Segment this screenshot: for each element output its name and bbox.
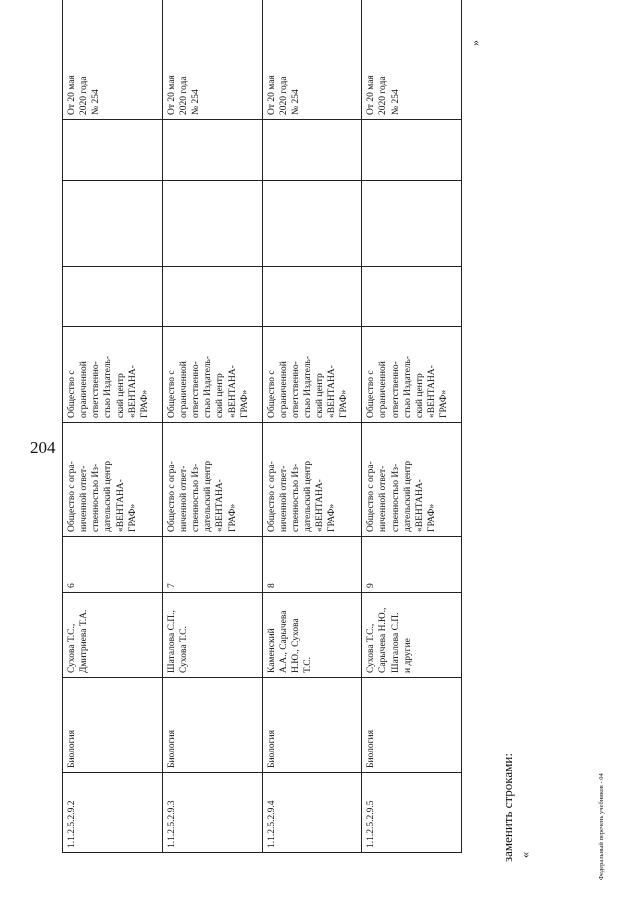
cell-code-text: 1.1.2.5.2.9.3 (166, 800, 177, 848)
cell-org (262, 327, 362, 423)
cell-subject (162, 678, 262, 773)
cell-subject-text: Биология (67, 729, 77, 768)
cell-code (63, 773, 163, 853)
cell-grade (262, 537, 362, 593)
cell-grade (362, 537, 462, 593)
cell-e3 (162, 120, 262, 181)
cell-grade-text: 7 (166, 583, 177, 588)
table-row (162, 0, 262, 853)
cell-authors (262, 593, 362, 678)
replace-with-rows-note: заменить строками: (500, 753, 515, 862)
cell-grade-text: 9 (366, 583, 377, 588)
cell-date (262, 0, 362, 120)
cell-publisher-text: Общество с огра- ниченной ответ- ственностью Из- дательский центр «ВЕНТАНА- ГРАФ» (67, 460, 138, 532)
cell-org (362, 327, 462, 423)
cell-date (63, 0, 163, 120)
cell-code (262, 773, 362, 853)
cell-e1 (63, 267, 163, 327)
textbook-table (62, 31, 462, 853)
cell-publisher (63, 423, 163, 537)
cell-publisher-text: Общество с огра- ниченной ответ- ственностью Из- дательский центр «ВЕНТАНА- ГРАФ» (366, 460, 438, 532)
cell-date-text: От 20 мая 2020 года № 254 (266, 75, 301, 115)
cell-subject (362, 678, 462, 773)
cell-e1 (262, 267, 362, 327)
cell-publisher-text: Общество с огра- ниченной ответ- ственностью Из- дательский центр «ВЕНТАНА- ГРАФ» (166, 460, 238, 532)
cell-grade-text: 6 (67, 583, 77, 588)
cell-date-text: От 20 мая 2020 года № 254 (67, 75, 102, 115)
cell-subject-text: Биология (366, 729, 377, 768)
cell-org-text: Общество с ограниченной ответственно- стью Издатель- ский центр «ВЕНТАНА- ГРАФ» (366, 355, 450, 418)
table-row (63, 0, 163, 853)
cell-e2 (262, 181, 362, 267)
cell-date (362, 0, 462, 120)
cell-publisher-text: Общество с огра- ниченной ответ- ственностью Из- дательский центр «ВЕНТАНА- ГРАФ» (266, 460, 338, 532)
closing-quote: » (468, 40, 482, 46)
cell-e2 (63, 181, 163, 267)
cell-code-text: 1.1.2.5.2.9.2 (67, 800, 77, 848)
cell-e3 (63, 120, 163, 181)
cell-code-text: 1.1.2.5.2.9.5 (366, 800, 377, 848)
page-number: 204 (30, 438, 56, 457)
cell-org (162, 327, 262, 423)
cell-e3 (362, 120, 462, 181)
cell-code-text: 1.1.2.5.2.9.4 (266, 800, 277, 848)
cell-e2 (162, 181, 262, 267)
cell-org-text: Общество с ограниченной ответственно- стью Издатель- ский центр «ВЕНТАНА- ГРАФ» (166, 355, 250, 418)
cell-e3 (262, 120, 362, 181)
cell-code (362, 773, 462, 853)
cell-grade-text: 8 (266, 583, 277, 588)
cell-org-text: Общество с ограниченной ответственно- стью Издатель- ский центр «ВЕНТАНА- ГРАФ» (67, 355, 150, 418)
footer-caption: Федеральный перечень учебников - 04 (598, 773, 605, 880)
cell-org (63, 327, 163, 423)
cell-e1 (162, 267, 262, 327)
cell-authors (63, 593, 163, 678)
cell-publisher (162, 423, 262, 537)
cell-subject (262, 678, 362, 773)
cell-authors-text: Шаталова С.П., Сухова Т.С. (166, 610, 189, 673)
cell-code (162, 773, 262, 853)
cell-authors-text: Сухова Т.С., Сарычева Н.Ю., Шаталова С.П. и другие (366, 607, 413, 673)
cell-org-text: Общество с ограниченной ответственно- стью Издатель- ский центр «ВЕНТАНА- ГРАФ» (266, 355, 350, 418)
cell-publisher (362, 423, 462, 537)
table-row (262, 0, 362, 853)
cell-e1 (362, 267, 462, 327)
cell-e2 (362, 181, 462, 267)
cell-date (162, 0, 262, 120)
cell-subject (63, 678, 163, 773)
cell-authors (362, 593, 462, 678)
cell-date-text: От 20 мая 2020 года № 254 (166, 75, 202, 115)
opening-quote: « (518, 852, 532, 858)
cell-authors-text: Каменский А.А., Сарычева Н.Ю., Сухова Т.С. (266, 610, 313, 673)
cell-authors (162, 593, 262, 678)
cell-subject-text: Биология (166, 729, 177, 768)
cell-grade (162, 537, 262, 593)
cell-grade (63, 537, 163, 593)
cell-authors-text: Сухова Т.С., Дмитриева Т.А. (67, 609, 90, 673)
cell-publisher (262, 423, 362, 537)
cell-date-text: От 20 мая 2020 года № 254 (366, 75, 401, 115)
cell-subject-text: Биология (266, 729, 277, 768)
table-row (362, 0, 462, 853)
